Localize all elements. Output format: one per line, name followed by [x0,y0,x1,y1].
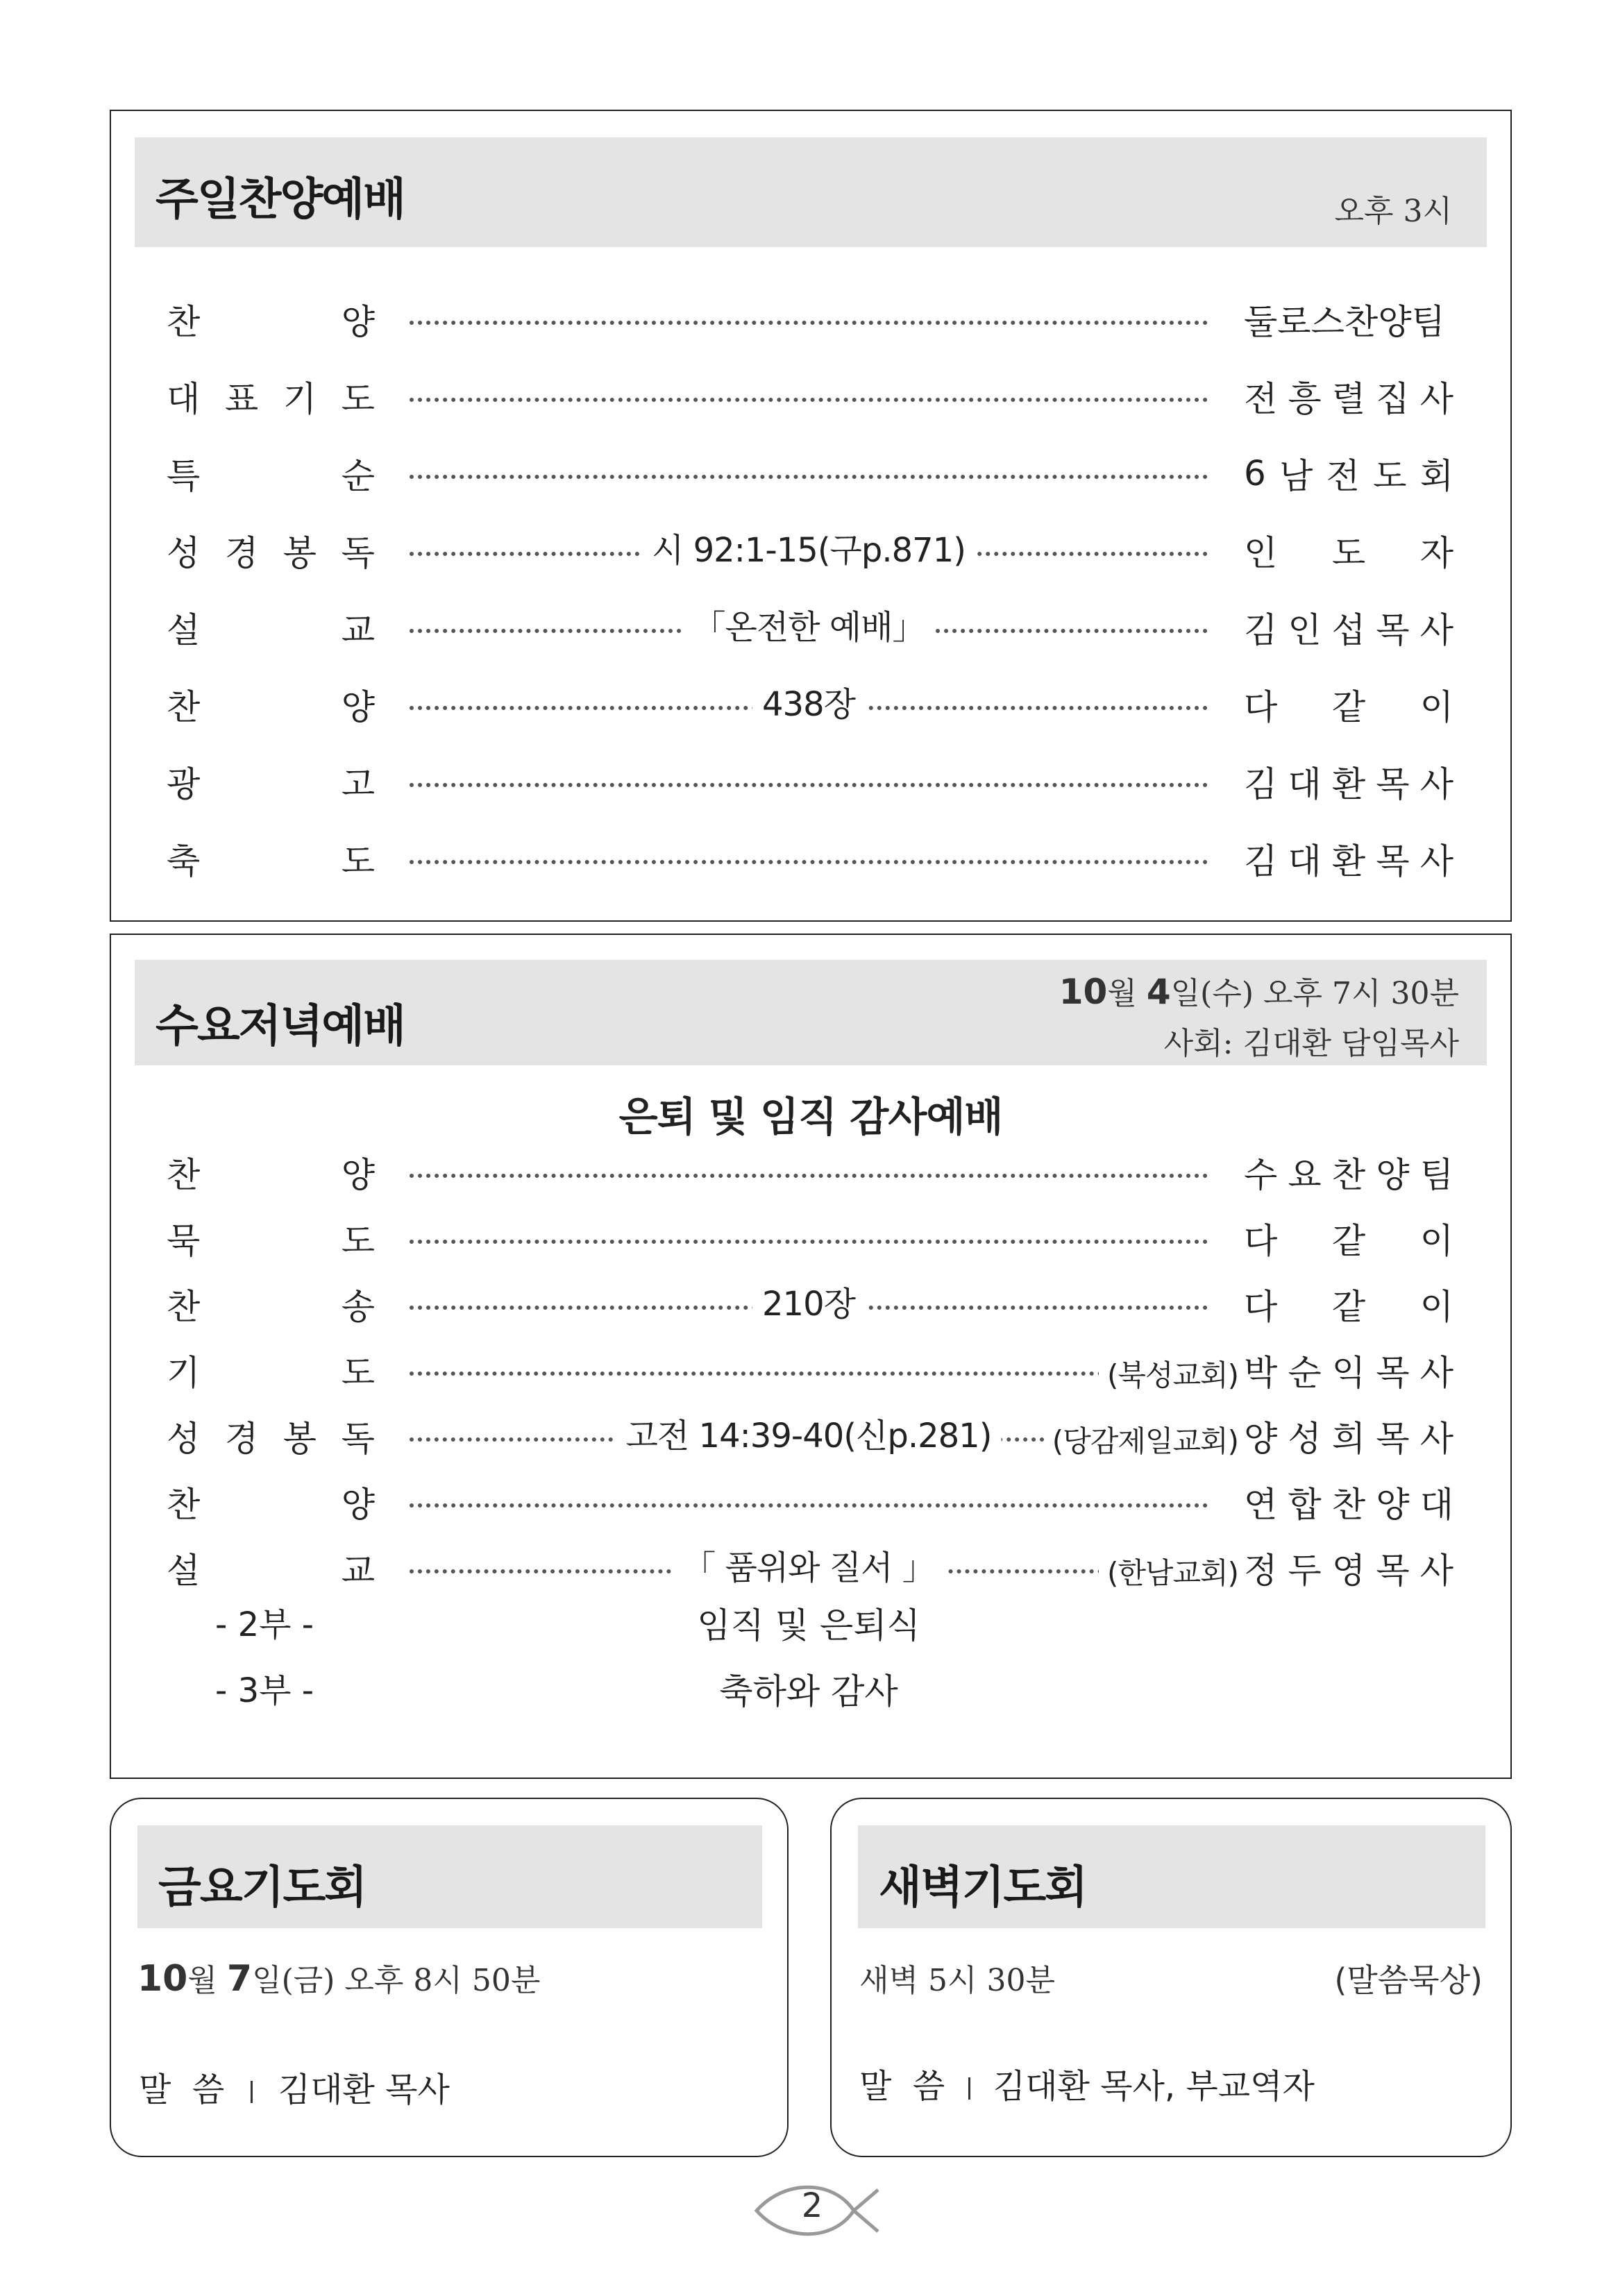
dawn-type: (말씀묵상) [1334,1961,1483,1999]
wednesday-service-box [110,934,1512,1779]
leader-dots [410,860,1208,864]
friday-month-unit: 월 [187,1963,217,1998]
dawn-speaker-row [859,2059,1315,2107]
order-label-char: 교 [341,1551,375,1591]
order-label-char: 봉 [283,1419,317,1459]
order-person [1244,292,1453,347]
order-person [1244,600,1453,655]
order-label-char: 경 [224,1419,259,1459]
order-person-char: 섭 [1331,610,1366,650]
order-label-char: 특 [167,456,201,496]
friday-time: 오후 8시 50분 [344,1963,541,1998]
order-person [1244,369,1453,424]
order-label [167,292,375,347]
order-label [167,754,375,809]
order-person [1244,1540,1453,1596]
dawn-speaker-label: 말 씀 [859,2067,945,2106]
order-person-char: 환 [1331,764,1366,804]
order-row [111,1474,1510,1530]
order-label-char: 대 [167,379,201,419]
wednesday-title: 수요저녁예배 [155,1001,405,1052]
order-person-char: 대 [1419,1485,1453,1525]
leader-dots [410,1240,1208,1244]
order-row [111,754,1510,809]
order-row [111,523,1510,578]
order-label-char: 양 [341,687,375,727]
church-note: (당감제일교회) [1044,1414,1238,1469]
order-person-char: 같 [1331,1221,1366,1261]
wednesday-month-unit: 월 [1107,976,1137,1011]
dawn-separator [968,2077,970,2100]
order-person-char: 환 [1331,841,1366,881]
order-person-char: 목 [1376,764,1410,804]
sunday-title: 주일찬양예배 [155,174,405,226]
order-person [1244,1145,1453,1200]
order-person [1244,446,1453,501]
order-row [111,831,1510,886]
order-label-char: 설 [167,610,201,650]
order-person [1244,754,1453,809]
order-person [1244,1408,1453,1464]
dawn-time: 새벽 5시 30분 [859,1963,1055,1998]
order-person [1244,1210,1453,1266]
order-person-char: 박 [1244,1353,1278,1393]
order-label [167,1474,375,1530]
leader-dots [410,1174,1208,1178]
order-person-char: 사 [1419,841,1453,881]
part-label: - 2부 - [215,1605,314,1644]
friday-speaker-row [139,2063,450,2111]
order-person-char: 대 [1288,841,1322,881]
order-label-char: 묵 [167,1221,201,1261]
order-label [167,1210,375,1266]
order-person-char: 정 [1244,1551,1278,1591]
order-person-char: 다 [1244,1221,1278,1261]
order-label [167,1342,375,1398]
order-row [111,369,1510,424]
order-person-char: 사 [1419,1551,1453,1591]
wednesday-month-num: 10 [1059,972,1108,1012]
order-row [111,1342,1510,1398]
order-person-char: 두 [1288,1551,1322,1591]
order-label-char: 축 [167,841,201,881]
order-person-char: 다 [1244,1287,1278,1327]
friday-title: 금요기도회 [158,1862,366,1914]
order-label-char: 도 [341,1353,375,1393]
order-person-char: 남 [1279,456,1313,496]
order-person-char: 자 [1419,533,1453,573]
order-person-char: 순 [1288,1353,1322,1393]
part-name: 축하와 감사 [719,1671,898,1712]
order-label-char: 송 [341,1287,375,1327]
order-detail: 438장 [752,677,865,732]
order-person-char: 찬 [1331,1485,1366,1525]
order-label [167,831,375,886]
order-person-char: 둘로스찬양팀 [1244,302,1445,342]
order-person-char: 연 [1244,1485,1278,1525]
order-person-char: 사 [1419,1419,1453,1459]
order-row [111,1408,1510,1464]
order-row [111,446,1510,501]
order-label-char: 양 [341,1155,375,1195]
order-label-char: 교 [341,610,375,650]
order-person-char: 이 [1419,1221,1453,1261]
order-label-char: 양 [341,1485,375,1525]
friday-separator [251,2081,253,2103]
order-person-char: 다 [1244,687,1278,727]
order-person-char: 영 [1331,1551,1366,1591]
order-person-char: 양 [1244,1419,1278,1459]
order-person-char: 사 [1419,1353,1453,1393]
order-detail: 고전 14:39-40(신p.281) [616,1408,1002,1464]
order-label-char: 순 [341,456,375,496]
friday-speaker-label: 말 씀 [139,2070,225,2109]
order-person-char: 같 [1331,1287,1366,1327]
wednesday-host: 사회: 김대환 담임목사 [1163,1026,1459,1061]
order-person [1244,1342,1453,1398]
order-person [1244,1276,1453,1332]
leader-dots [410,321,1208,325]
order-person-char: 요 [1288,1155,1322,1195]
order-person-char: 양 [1376,1155,1410,1195]
friday-speaker: 김대환 목사 [278,2070,450,2109]
order-label [167,1145,375,1200]
order-label-char: 성 [167,1419,201,1459]
order-person [1244,677,1453,732]
dawn-header [858,1825,1485,1928]
order-detail: 「 품위와 질서 」 [673,1540,945,1596]
order-person-char: 수 [1244,1155,1278,1195]
order-person [1244,1474,1453,1530]
church-note: (북성교회) [1099,1348,1238,1403]
order-label-char: 독 [341,533,375,573]
order-person-char: 김 [1244,841,1278,881]
order-detail: 「온전한 예배」 [682,600,934,655]
order-label-char: 광 [167,764,201,804]
wednesday-parts [111,1598,1510,1737]
friday-header [137,1825,762,1928]
dawn-prayer-box [830,1798,1512,2157]
order-person-char: 도 [1373,456,1407,496]
order-row [111,1145,1510,1200]
order-label-char: 표 [224,379,259,419]
order-row [111,600,1510,655]
order-detail: 210장 [752,1276,865,1332]
sunday-order-list [111,292,1510,902]
order-person-char: 사 [1419,379,1453,419]
order-label [167,600,375,655]
order-person-char: 희 [1331,1419,1366,1459]
part-label: - 3부 - [215,1671,314,1710]
order-label-char: 기 [283,379,317,419]
order-person-char: 같 [1331,687,1366,727]
order-person-char: 대 [1288,764,1322,804]
order-person-char: 집 [1376,379,1410,419]
order-label-char: 도 [341,379,375,419]
page-number: 2 [801,2186,823,2225]
order-label [167,1408,375,1464]
friday-prayer-box [110,1798,789,2157]
order-person-char: 김 [1244,610,1278,650]
order-label-char: 찬 [167,687,201,727]
page-number-fish [750,2172,882,2249]
order-label [167,1540,375,1596]
sunday-time: 오후 3시 [1334,194,1452,229]
order-label [167,446,375,501]
order-person-char: 인 [1244,533,1278,573]
order-row [111,1276,1510,1332]
sunday-service-box [110,110,1512,922]
church-note: (한남교회) [1099,1546,1238,1601]
leader-dots [410,1503,1208,1508]
order-label-char: 도 [341,841,375,881]
order-person-char: 전 [1326,456,1360,496]
wednesday-day-num: 4 [1146,972,1171,1012]
leader-dots [410,783,1208,787]
friday-day-unit: 일(금) [252,1963,335,1998]
wednesday-order-list [111,1145,1510,1617]
order-label-char: 독 [341,1419,375,1459]
order-label-char: 기 [167,1353,201,1393]
order-label-char: 찬 [167,1485,201,1525]
friday-date [137,1955,540,2000]
order-person-char: 회 [1419,456,1453,496]
order-person-char: 인 [1288,610,1322,650]
order-person-char: 양 [1376,1485,1410,1525]
order-detail: 시 92:1-15(구p.871) [642,523,975,578]
sunday-header [135,137,1487,247]
order-label [167,677,375,732]
order-person-char: 렬 [1331,379,1366,419]
order-label-char: 고 [341,764,375,804]
friday-month-num: 10 [137,1958,188,2000]
order-person-char: 이 [1419,1287,1453,1327]
order-person-char: 사 [1419,764,1453,804]
order-person-char: 성 [1288,1419,1322,1459]
order-label [167,369,375,424]
order-row [111,1540,1510,1596]
order-person [1244,523,1453,578]
order-person-char: 도 [1331,533,1366,573]
order-row [111,292,1510,347]
wednesday-subtitle: 은퇴 및 임직 감사예배 [618,1093,1003,1140]
wednesday-date [1059,968,1459,1013]
order-label-char: 성 [167,533,201,573]
order-person-char: 합 [1288,1485,1322,1525]
dawn-speaker: 김대환 목사, 부교역자 [993,2067,1315,2106]
order-label-char: 경 [224,533,259,573]
order-person-char: 김 [1244,764,1278,804]
order-label [167,1276,375,1332]
order-label-char: 도 [341,1221,375,1261]
dawn-title: 새벽기도회 [879,1862,1087,1914]
order-label-char: 설 [167,1551,201,1591]
order-person-char: 목 [1376,841,1410,881]
order-person-char: 흥 [1288,379,1322,419]
order-person-char: 이 [1419,687,1453,727]
order-label-char: 양 [341,302,375,342]
order-label [167,523,375,578]
order-person-char: 목 [1376,1353,1410,1393]
order-row [111,1210,1510,1266]
wednesday-header [135,960,1487,1065]
order-label-char: 찬 [167,1287,201,1327]
part-name: 임직 및 은퇴식 [697,1605,920,1646]
order-person-char: 사 [1419,610,1453,650]
order-person-char: 찬 [1331,1155,1366,1195]
wednesday-time: 오후 7시 30분 [1263,976,1459,1011]
wednesday-day-unit: 일(수) [1170,976,1254,1011]
order-person-char: 목 [1376,1419,1410,1459]
order-person-char: 목 [1376,610,1410,650]
order-person [1244,831,1453,886]
order-person-char: 전 [1244,379,1278,419]
friday-day-num: 7 [226,1958,253,2000]
order-row [111,677,1510,732]
leader-dots [410,475,1208,479]
order-label-char: 찬 [167,302,201,342]
leader-dots [410,398,1208,402]
order-person-char: 6 [1244,453,1266,493]
order-label-char: 봉 [283,533,317,573]
order-label-char: 찬 [167,1155,201,1195]
order-person-char: 익 [1331,1353,1366,1393]
order-person-char: 목 [1376,1551,1410,1591]
leader-dots [410,1371,1194,1376]
order-person-char: 팀 [1419,1155,1453,1195]
